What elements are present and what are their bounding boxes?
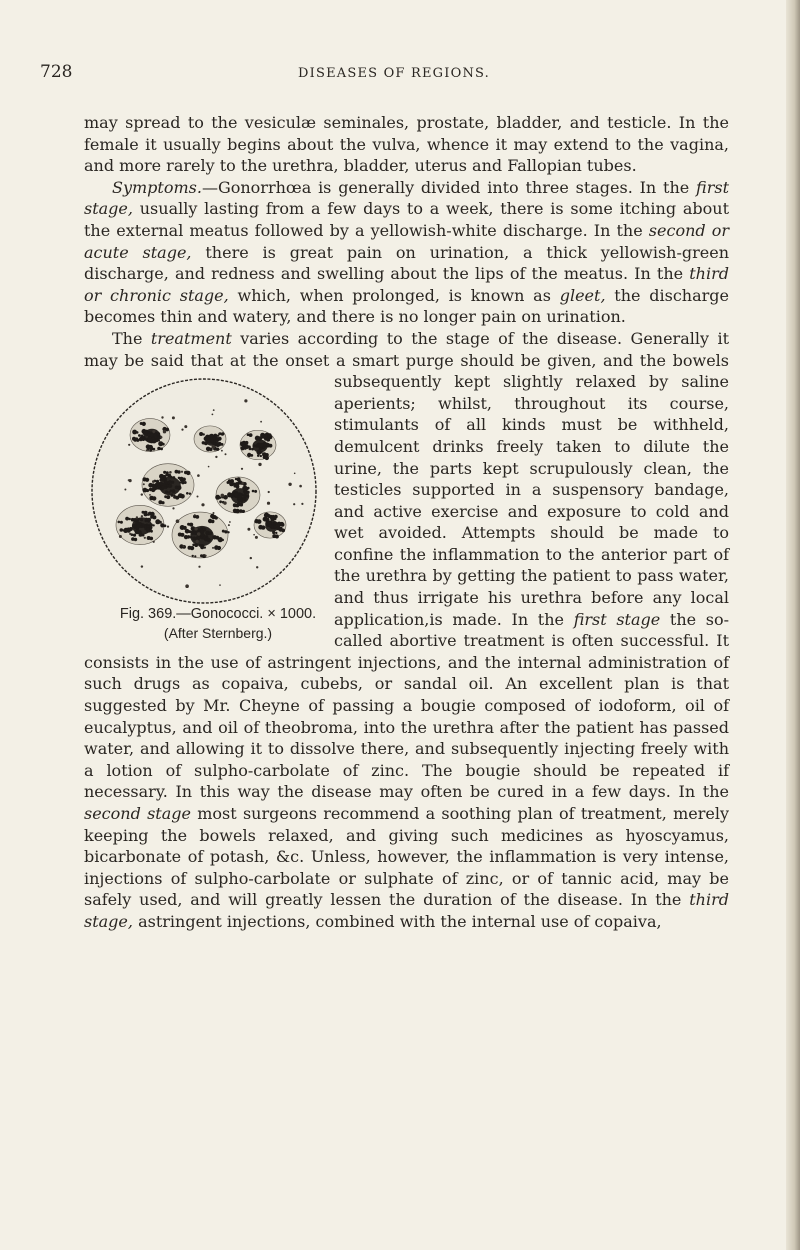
coccus [189, 493, 191, 495]
free-coccus [141, 515, 143, 517]
coccus [164, 525, 167, 528]
coccus [199, 544, 202, 547]
coccus [224, 530, 227, 533]
coccus [243, 494, 245, 496]
coccus [165, 491, 168, 494]
coccus [170, 494, 173, 497]
coccus [192, 537, 196, 541]
coccus [238, 500, 241, 503]
coccus [260, 455, 262, 457]
text-run: —Gonorrhœa is generally divided into three stages. In the [201, 177, 697, 197]
free-coccus [212, 445, 216, 449]
coccus [259, 443, 263, 447]
text-run: given, and the bowels subsequently kept slightly relaxed by saline aperients; whilst, throughout its course, stimulants of all kinds must be withheld, demulcent drinks freely taken to dilute the urine, the parts kept scrupulously clean, the testicles supported in a suspensory bandage, and active exercise and exposure to cold and wet avoided. Attempts should be made to confine the inflammation to the anterior part of the urethra by getting the patient to pass water, and thus irrigate his urethra before any local application,is made. In the [334, 350, 729, 629]
free-coccus [197, 474, 200, 477]
coccus [162, 443, 165, 446]
free-coccus [197, 496, 199, 498]
coccus [120, 521, 123, 524]
free-coccus [253, 534, 255, 536]
free-coccus [267, 502, 270, 505]
coccus [218, 433, 221, 436]
emphasis: second or acute stage, [84, 220, 730, 262]
free-coccus [258, 463, 261, 466]
coccus [263, 434, 267, 438]
coccus [240, 500, 243, 503]
coccus [189, 523, 193, 527]
free-coccus [163, 430, 166, 433]
free-coccus [167, 526, 169, 528]
coccus [267, 514, 270, 517]
coccus [244, 448, 246, 450]
figure-caption: Fig. 369.—Gonococci. × 1000. [119, 606, 317, 623]
coccus [161, 501, 164, 504]
coccus [146, 489, 149, 492]
coccus [217, 546, 221, 550]
coccus [134, 538, 137, 541]
page-number: 728 [40, 62, 73, 82]
free-coccus [299, 485, 302, 488]
coccus [188, 530, 191, 533]
coccus [157, 436, 160, 439]
gonococci-micrograph [88, 375, 320, 607]
coccus [138, 530, 142, 534]
free-coccus [143, 483, 145, 485]
figure-credit: (After Sternberg.) [163, 625, 273, 642]
coccus [118, 521, 121, 524]
free-coccus [256, 566, 258, 568]
coccus [257, 454, 260, 457]
coccus [237, 511, 240, 514]
coccus [170, 476, 173, 479]
free-coccus [229, 521, 231, 523]
coccus [160, 482, 163, 485]
coccus [195, 515, 199, 519]
coccus [147, 518, 151, 522]
coccus [251, 448, 254, 451]
coccus [152, 516, 156, 520]
coccus [206, 538, 210, 542]
coccus [177, 486, 182, 491]
coccus [136, 431, 139, 434]
free-coccus [196, 540, 199, 543]
coccus [142, 438, 145, 441]
coccus [219, 501, 222, 504]
coccus [177, 470, 180, 473]
free-coccus [172, 507, 174, 509]
free-coccus [172, 417, 175, 420]
paragraph-continuation: may spread to the vesiculæ seminales, prostate, bladder, and testicle. In the female it usually begins about the vulva, whence it may extend to the vagina, and more rarely to the urethra, bladder, uterus and Fallopian tubes. [84, 113, 729, 176]
free-coccus [213, 512, 215, 514]
emphasis: first stage [573, 609, 661, 629]
coccus [159, 521, 162, 524]
coccus [211, 520, 215, 524]
emphasis: third or chronic stage, [84, 264, 729, 305]
paragraph-treatment [84, 328, 729, 933]
free-coccus [250, 557, 252, 559]
free-coccus [255, 536, 258, 539]
free-coccus [288, 483, 291, 486]
coccus [180, 533, 184, 537]
coccus [246, 495, 249, 498]
free-coccus [247, 528, 250, 531]
coccus [134, 527, 136, 529]
coccus [140, 518, 143, 521]
coccus [186, 471, 190, 475]
coccus [214, 440, 216, 442]
text-run: the so-called abortive treatment is often successful. It consists in the use of astringent injections, and the internal administration of such drugs as copaiva, cubebs, or sandal oil. An excellent plan is that suggested by Mr. Cheyne of passing a bougie composed of iodoform, oil of eucalyptus, and oil of theobroma, into the urethra after the patient has passed water, and allowing it to dissolve there, and subsequently injecting freely with a lotion of sulpho-carbolate of zinc. The bougie should be repeated if necessary. In this way the disease may often be cured in a few days. In the [84, 609, 730, 802]
coccus [120, 528, 124, 532]
coccus [198, 536, 201, 539]
free-coccus [213, 409, 215, 411]
free-coccus [268, 491, 270, 493]
text-run: which, when prolonged, is known as [228, 285, 560, 305]
coccus [274, 515, 278, 519]
coccus [222, 539, 224, 541]
coccus [196, 538, 198, 540]
free-coccus [301, 503, 303, 505]
coccus [234, 493, 238, 497]
coccus [227, 531, 229, 533]
free-coccus [119, 535, 122, 538]
coccus [215, 516, 218, 519]
free-coccus [161, 416, 163, 418]
text-run: astringent injections, combined with the internal use of copaiva, [132, 911, 662, 931]
free-coccus [160, 436, 162, 438]
coccus [247, 491, 250, 494]
coccus [152, 496, 156, 500]
coccus [216, 438, 219, 441]
coccus [138, 434, 141, 437]
coccus [192, 555, 194, 557]
free-coccus [128, 444, 130, 446]
free-coccus [260, 421, 262, 423]
coccus [281, 523, 285, 527]
coccus [271, 522, 273, 524]
coccus [250, 454, 253, 457]
free-coccus [208, 466, 210, 468]
running-head: DISEASES OF REGIONS. [298, 66, 490, 81]
coccus [271, 526, 274, 529]
free-coccus [141, 494, 143, 496]
free-coccus [219, 584, 221, 586]
free-coccus [212, 414, 214, 416]
free-coccus [184, 425, 187, 428]
coccus [203, 433, 205, 435]
coccus [266, 443, 270, 447]
coccus [237, 478, 241, 482]
coccus [187, 536, 189, 538]
coccus [157, 432, 160, 435]
coccus [140, 525, 143, 528]
coccus [243, 497, 247, 501]
coccus [172, 489, 176, 493]
coccus [245, 441, 249, 445]
coccus [194, 555, 196, 557]
coccus [217, 445, 219, 447]
coccus [190, 536, 193, 539]
text-run: usually lasting from a few days to a week, there is some itching about the external meatus followed by a yellowish-white discharge. In the [84, 199, 729, 240]
emphasis: first stage, [84, 177, 729, 219]
free-coccus [194, 514, 196, 516]
coccus [152, 440, 156, 444]
field-circle [92, 379, 316, 603]
free-coccus [169, 471, 172, 474]
coccus [163, 471, 166, 474]
coccus [155, 436, 158, 439]
coccus [144, 511, 148, 515]
text-run: there is great pain on urination, a thick yellowish-green discharge, and redness and swelling about the lips of the meatus. In the [84, 242, 730, 284]
coccus [215, 442, 218, 445]
coccus [274, 526, 277, 529]
free-coccus [197, 532, 200, 535]
coccus [201, 534, 205, 538]
free-coccus [152, 430, 155, 433]
coccus [160, 448, 163, 451]
coccus [219, 497, 221, 499]
coccus [129, 518, 131, 520]
free-coccus [293, 503, 295, 505]
coccus [275, 535, 279, 539]
coccus [135, 438, 138, 441]
page-edge-shadow [786, 0, 800, 1250]
free-coccus [241, 482, 244, 485]
coccus [266, 518, 270, 522]
free-coccus [244, 399, 247, 402]
coccus [265, 514, 268, 517]
coccus [162, 479, 165, 482]
text-run: the discharge becomes thin and watery, and there is no longer pain on urination. [84, 285, 730, 327]
symptoms-heading: Symptoms. [112, 177, 202, 197]
coccus [173, 476, 176, 479]
coccus [239, 495, 242, 498]
coccus [208, 532, 212, 536]
coccus [240, 503, 244, 507]
free-coccus [152, 480, 155, 483]
free-coccus [146, 449, 148, 451]
coccus [221, 443, 224, 446]
text-run: varies according to the stage of the disease. Generally it may be said that at the onset a smart purge should be [84, 328, 729, 370]
free-coccus [225, 453, 227, 455]
coccus [152, 448, 155, 451]
coccus [190, 546, 194, 550]
free-coccus [201, 503, 204, 506]
coccus [200, 537, 203, 540]
coccus [221, 433, 224, 436]
coccus [268, 521, 272, 525]
emphasis: second stage [84, 804, 191, 823]
coccus [184, 481, 187, 484]
text-run: most surgeons recommend a soothing plan of treatment, merely keeping the bowels relaxed, and giving such medicines as hyoscyamus, bicarbonate of potash, &c. Unless, however, the inflammation is very intense, injections of sulpho-carbolate or sulphate of zinc, or of tannic acid, may be safely used, and will greatly lessen the duration of the disease. In the [84, 804, 730, 910]
free-coccus [294, 473, 296, 475]
coccus [143, 430, 148, 435]
coccus [149, 449, 152, 452]
emphasis: gleet, [559, 285, 606, 305]
coccus [254, 490, 257, 493]
coccus [142, 422, 146, 426]
coccus [253, 444, 256, 447]
coccus [261, 526, 265, 530]
free-coccus [153, 541, 155, 543]
free-coccus [181, 429, 183, 431]
free-coccus [241, 468, 243, 470]
coccus [211, 439, 214, 442]
coccus [125, 517, 129, 521]
free-coccus [228, 524, 230, 526]
free-coccus [212, 547, 214, 549]
coccus [252, 490, 255, 493]
coccus [275, 532, 277, 534]
coccus [268, 433, 272, 437]
coccus [145, 478, 149, 482]
free-coccus [144, 537, 146, 539]
free-coccus [215, 456, 217, 458]
free-coccus [176, 520, 180, 524]
coccus [153, 524, 155, 526]
paragraph-symptoms [84, 177, 729, 328]
coccus [272, 531, 275, 534]
coccus [171, 481, 174, 484]
coccus [266, 438, 270, 442]
coccus [142, 534, 145, 537]
coccus [165, 487, 167, 489]
free-coccus [185, 585, 189, 589]
coccus [216, 448, 219, 451]
free-coccus [194, 527, 197, 530]
coccus [199, 432, 203, 436]
emphasis: treatment [150, 328, 232, 348]
coccus [150, 529, 152, 531]
coccus [280, 527, 283, 530]
coccus [213, 437, 216, 440]
coccus [166, 495, 170, 499]
coccus [156, 480, 159, 483]
text-run: The [112, 328, 151, 348]
coccus [150, 434, 153, 437]
coccus [249, 433, 253, 437]
coccus [129, 527, 133, 531]
coccus [156, 487, 158, 489]
coccus [194, 544, 198, 548]
figure-gonococci [80, 375, 328, 643]
free-coccus [128, 479, 130, 481]
coccus [186, 492, 189, 495]
coccus [150, 537, 154, 541]
coccus [180, 494, 185, 499]
free-coccus [221, 450, 223, 452]
coccus [202, 545, 204, 547]
coccus [163, 483, 166, 486]
free-coccus [182, 545, 184, 547]
coccus [157, 439, 160, 442]
free-coccus [136, 516, 138, 518]
coccus [133, 534, 136, 537]
coccus [162, 486, 165, 489]
free-coccus [149, 494, 151, 496]
free-coccus [129, 533, 131, 535]
coccus [257, 519, 262, 524]
free-coccus [198, 566, 200, 568]
coccus [168, 491, 171, 494]
coccus [242, 510, 245, 513]
free-coccus [223, 502, 226, 505]
coccus [200, 530, 204, 534]
coccus [138, 518, 140, 520]
coccus [204, 547, 206, 549]
coccus [265, 453, 269, 457]
free-coccus [181, 471, 183, 473]
free-coccus [205, 555, 207, 557]
free-coccus [221, 494, 225, 498]
coccus [233, 483, 236, 486]
coccus [159, 479, 162, 482]
free-coccus [124, 489, 126, 491]
free-coccus [141, 566, 143, 568]
coccus [168, 484, 172, 488]
coccus [233, 510, 237, 514]
emphasis: third stage, [84, 890, 729, 931]
page-body [84, 112, 729, 933]
coccus [127, 530, 129, 532]
